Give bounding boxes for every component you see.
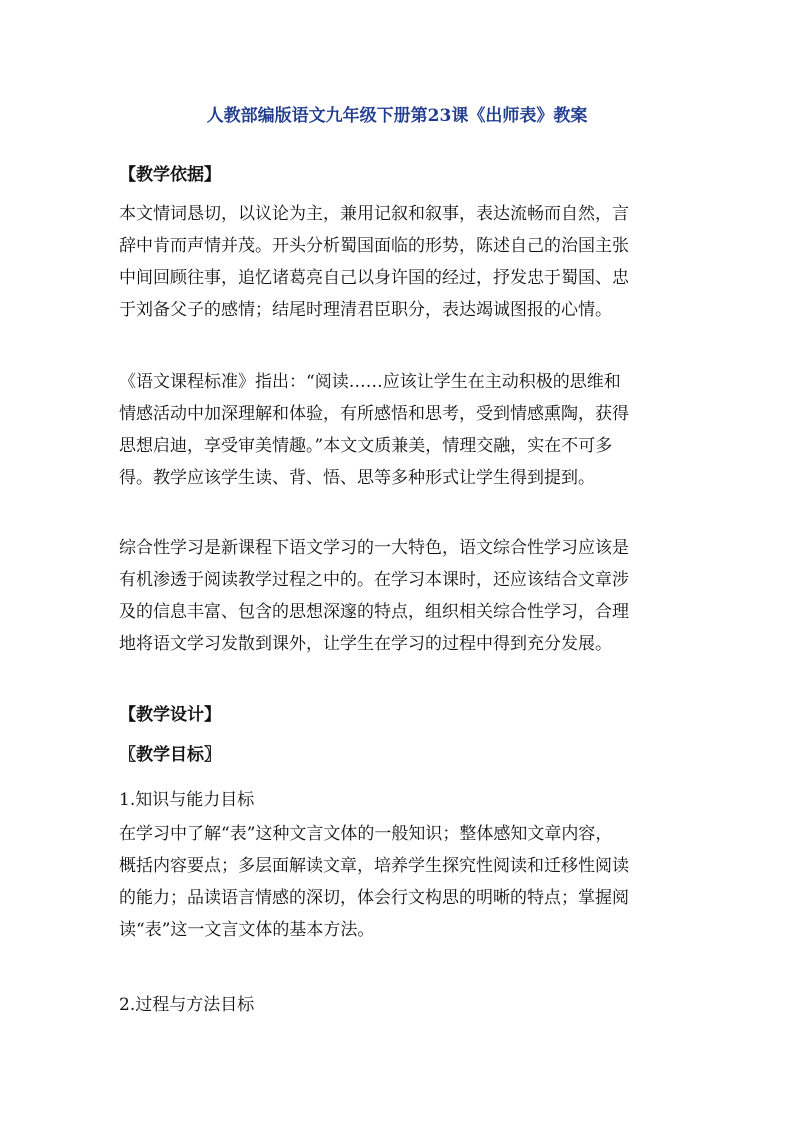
text-line: 《语文课程标准》指出：“阅读……应该让学生在主动积极的思维和 [119, 372, 621, 392]
text-line: 读“表”这一文言文体的基本方法。 [119, 920, 375, 940]
text-line: 有机渗透于阅读教学过程之中的。在学习本课时，还应该结合文章涉 [119, 570, 629, 590]
text-line: 在学习中了解“表”这种文言文体的一般知识；整体感知文章内容， [119, 824, 613, 844]
text-line: 地将语文学习发散到课外，让学生在学习的过程中得到充分发展。 [119, 634, 612, 654]
paragraph-basis-1 [119, 198, 679, 326]
text-line: 中间回顾往事，追忆诸葛亮自己以身许国的经过，抒发忠于蜀国、忠 [119, 268, 629, 288]
text-line: 于刘备父子的感情；结尾时理清君臣职分，表达竭诚图报的心情。 [119, 300, 612, 320]
text-line: 得。教学应该学生读、背、悟、思等多种形式让学生得到提到。 [119, 468, 595, 488]
text-line: 思想启迪，享受审美情趣。”本文文质兼美，情理交融，实在不可多 [119, 436, 613, 456]
subheading-teaching-goals: 〖教学目标〗 [119, 745, 221, 765]
document-title: 人教部编版语文九年级下册第23课《出师表》教案 [206, 106, 588, 126]
text-line: 情感活动中加深理解和体验，有所感悟和思考，受到情感熏陶，获得 [119, 404, 629, 424]
section-heading-design: 【教学设计】 [119, 705, 221, 725]
text-line: 概括内容要点；多层面解读文章，培养学生探究性阅读和迁移性阅读 [119, 856, 629, 876]
text-line: 综合性学习是新课程下语文学习的一大特色，语文综合性学习应该是 [119, 538, 629, 558]
text-line: 本文情词恳切，以议论为主，兼用记叙和叙事，表达流畅而自然，言 [119, 204, 629, 224]
goal-1-title: 1.知识与能力目标 [119, 790, 255, 810]
section-heading-basis: 【教学依据】 [119, 165, 221, 185]
text-line: 辞中肯而声情并茂。开头分析蜀国面临的形势，陈述自己的治国主张 [119, 236, 629, 256]
text-line: 的能力；品读语言情感的深切，体会行文构思的明晰的特点；掌握阅 [119, 888, 629, 908]
paragraph-basis-2 [119, 366, 679, 494]
goal-2-title: 2.过程与方法目标 [119, 995, 255, 1015]
text-line: 及的信息丰富、包含的思想深邃的特点，组织相关综合性学习，合理 [119, 602, 629, 622]
goal-1-paragraph [119, 818, 679, 946]
paragraph-basis-3 [119, 532, 679, 660]
